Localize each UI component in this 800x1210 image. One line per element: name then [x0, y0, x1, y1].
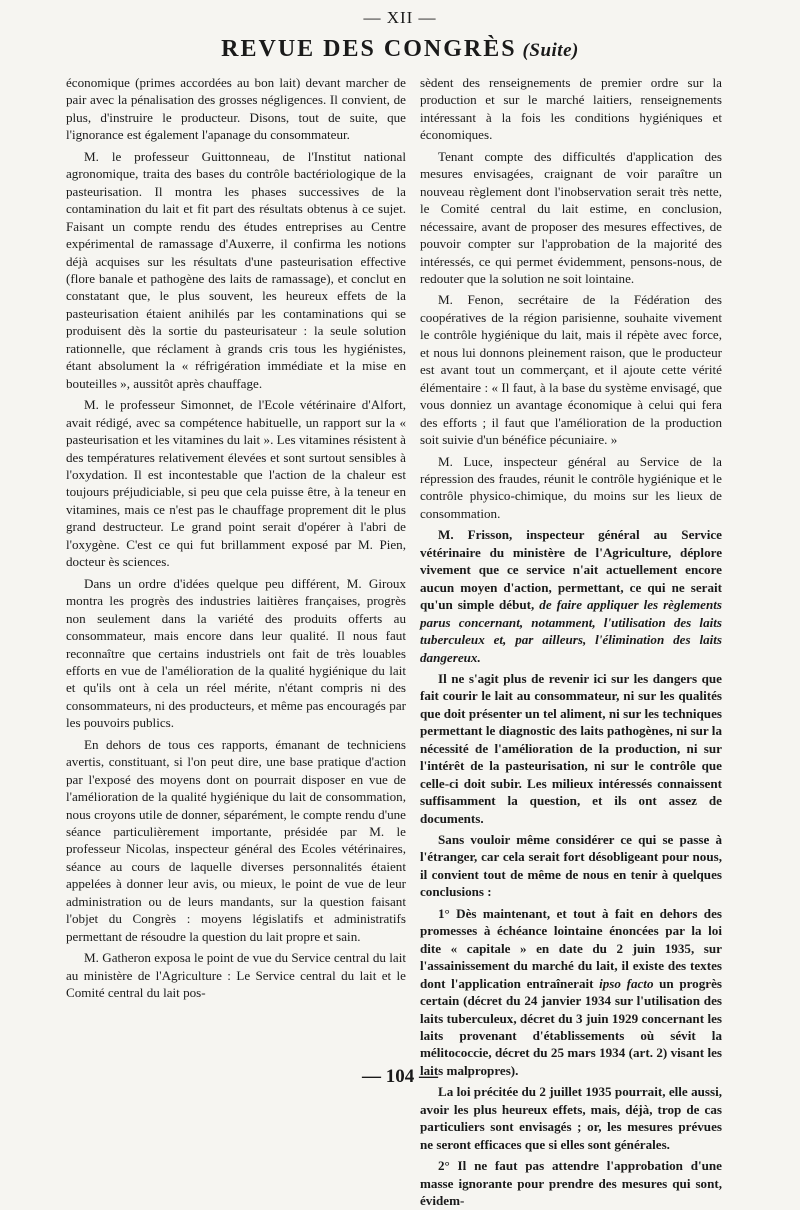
paragraph-text: M. Frisson, inspecteur général au Service vétérinaire du ministère de l'Agriculture, déplore vivement que ce service n'ait actuellement encore aucun moyen d'action, permettant, ce qui ne serait qu'un simple début, — [420, 527, 722, 613]
paragraph: Tenant compte des difficultés d'application des mesures envisagées, craignant de voir paraître un nouveau règlement dont l'inobservation serait très nette, le Comité central du lait estime, en conclusion, nécessaire, avant de proposer des mesures effectives, de pouvoir compter sur l'approbation de la majorité des intéressés, ce qui permet évidemment, pensons-nous, de redouter que la solution ne soit lointaine. — [420, 148, 722, 286]
paragraph: M. Gatheron exposa le point de vue du Service central du lait au ministère de l'Agriculture : Le Service central du lait et le Comité central du lait pos- — [66, 950, 406, 1001]
title-suite: (Suite) — [522, 40, 579, 61]
paragraph: M. le professeur Guittonneau, de l'Institut national agronomique, traita des bases du contrôle bactériologique de la pasteurisation. Il montra les phases successives de la contamination du lait et fit part des résultats obtenus à ce sujet. Faisant un compte rendu des études entreprises au Centre expérimental de ramassage d'Auxerre, il confirma les notions déjà acquises sur les résultats d'une pasteurisation effective (flore banale et pathogène des laits de ramassage), et conclut en constatant que, le plus souvent, les heureux effets de la pasteurisation étaient anihilés par les contaminations qui se produisent dès la sortie du pasteurisateur : la seule solution rationnelle, que réclament à grands cris tous les hygiénistes, étant absolument la « réfrigération immédiate et la mise en bouteilles », aussitôt après chauffage. — [66, 148, 406, 391]
right-column — [420, 74, 722, 1209]
left-column — [66, 74, 406, 1074]
journal-title: REVUE DES CONGRÈS — [221, 36, 517, 62]
paragraph: M. le professeur Simonnet, de l'Ecole vétérinaire d'Alfort, avait rédigé, avec sa compétence habituelle, un rapport sur la « pasteurisation et les vitamines du lait ». Les vitamines résistent à des températures relativement élevées et sont surtout sensibles à l'oxydation. Il est incontestable que l'action de la chaleur est toujours préjudiciable, si peu que cela puisse être, à la teneur en vitamines, mais ce n'est pas le chauffage proprement dit le plus grand destructeur. Le grand point serait d'opérer à l'abri de l'oxygène. C'est ce qui fut brillamment exposé par M. Pien, docteur ès sciences. — [66, 397, 406, 570]
paragraph: M. Luce, inspecteur général au Service de la répression des fraudes, réunit le contrôle hygiénique et le contrôle physico-chimique, du moins sur les lieux de consommation. — [420, 453, 722, 521]
paragraph: économique (primes accordées au bon lait) devant marcher de pair avec la pénalisation des grosses négligences. Il convient, de plus, d'instruire le producteur. Disons, tout de suite, que l'ignorance est également l'apanage du consommateur. — [66, 75, 406, 143]
paragraph: La loi précitée du 2 juillet 1935 pourrait, elle aussi, avoir les plus heureux effets, mais, déjà, trop de cas particuliers sont envisagés ; or, les mesures prévues ne seront efficaces que si elles sont générales. — [420, 1084, 722, 1152]
paragraph — [420, 905, 722, 1080]
paragraph: M. Fenon, secrétaire de la Fédération des coopératives de la région parisienne, souhaite vivement le contrôle hygiénique du lait, mais il répète avec force, et nous lui donnons pleinement raison, que le producteur est avant tout un commerçant, et il ajoute cette vérité élémentaire : « Il faut, à la base du système envisagé, que vous donniez un avantage économique à celui qui fera des efforts ; il faut que l'amélioration de la production soit suivie d'un bénéfice pécuniaire. » — [420, 292, 722, 448]
paragraph-text: un progrès certain (décret du 24 janvier 1934 sur l'utilisation des laits tuberculeux, décret du 3 juin 1929 concernant les laits provenant d'établissements où sévit la mélitococcie, décret du 25 mars 1934 (art. 2) visant les laits malpropres). — [420, 975, 722, 1078]
italic-quote: de faire appliquer les règlements parus concernant, notamment, l'utilisation des laits tuberculeux et, par ailleurs, l'élimination des laits dangereux. — [420, 597, 722, 665]
paragraph: sèdent des renseignements de premier ordre sur la production et sur le marché laitiers, renseignements intéressant à la fois les conditions hygiéniques et économiques. — [420, 75, 722, 143]
italic-term: ipso facto — [599, 975, 654, 991]
paragraph — [420, 526, 722, 666]
paragraph: 2° Il ne faut pas attendre l'approbation d'une masse ignorante pour prendre des mesures qui sont, évidem- — [420, 1158, 722, 1209]
paragraph: En dehors de tous ces rapports, émanant de techniciens avertis, constituant, si l'on peut dire, une base pratique d'action par l'exposé des moyens dont on pourrait disposer en vue de l'amélioration de la qualité hygiénique du lait de consommation, nous croyons utile de donner, séparément, le compte rendu d'une séance particulièrement importante, présidée par M. le professeur Nicolas, inspecteur général des Ecoles vétérinaires, séance au cours de laquelle diverses personnalités étaient appelées à donner leur avis, ou mieux, le point de vue de leur administration ou de leurs mandants, sur la question faisant l'objet du Congrès : moyens législatifs et administratifs permettant de résoudre la question du lait propre et sain. — [66, 736, 406, 944]
roman-page-number: — XII — — [363, 8, 437, 27]
paragraph: Dans un ordre d'idées quelque peu différent, M. Giroux montra les progrès des industries laitières françaises, progrès non seulement dans la variété des produits offerts au consommateur, mais encore dans leur qualité. Il nous faut reconnaître que certains industriels ont fait de très louables efforts en vue de l'amélioration de la qualité hygiénique du lait et qu'ils ont à cela un réel mérite, n'étant compris ni des consommateurs, ni des producteurs, et même pas encouragés par les pouvoirs publics. — [66, 575, 406, 731]
paragraph: Sans vouloir même considérer ce qui se passe à l'étranger, car cela serait fort désobligeant pour nous, il convient tout de même de nous en tenir à quelques conclusions : — [420, 832, 722, 900]
paragraph-text: 1° Dès maintenant, et tout à fait en dehors des promesses à échéance lointaine énoncées par la loi dite « capitale » en date du 2 juin 1935, sur l'assainissement du marché du lait, il existe des textes dont l'application entraînerait — [420, 905, 722, 991]
paragraph: Il ne s'agit plus de revenir ici sur les dangers que fait courir le lait au consommateur, ni sur les qualités que doit présenter un tel aliment, ni sur les techniques permettant le diagnostic des laits pathogènes, ni sur la nécessité de l'amélioration de la production, ni sur l'intérêt de la pasteurisation, ni sur le contrôle que celle-ci doit subir. Les milieux intéressés connaissent suffisamment la question, et ils ont assez de documents. — [420, 670, 722, 826]
page-number: — 104 — — [362, 1066, 438, 1087]
page-title — [0, 36, 800, 63]
